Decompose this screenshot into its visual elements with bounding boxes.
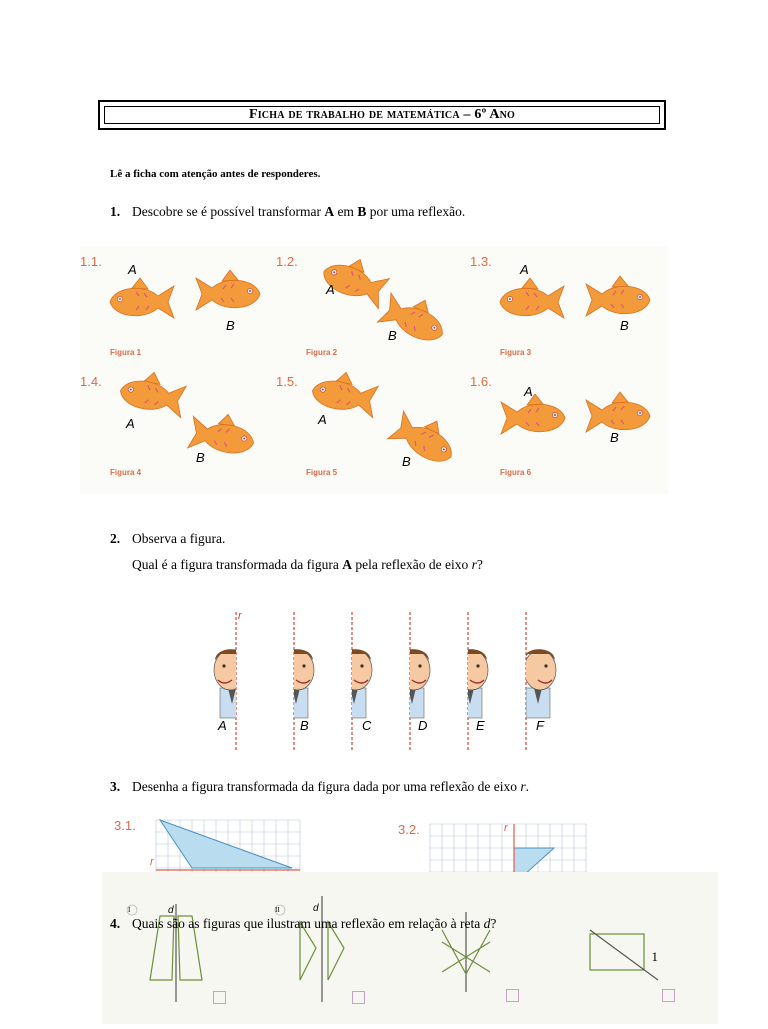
figure-letter: B [388,328,397,343]
instruction: Lê a ficha com atenção antes de responderes. [110,168,321,180]
marker: I [128,906,131,914]
fish-pair-2 [318,249,452,349]
question-4: 4. Quais são as figuras que ilustram uma reflexão em relação à reta d? [110,916,497,931]
answer-checkbox-1[interactable] [213,991,226,1004]
figure-caption: Figura 4 [110,468,142,477]
question-number: 1. [110,204,121,219]
fish-panel [80,246,668,494]
question-number: 2. [110,531,121,546]
answer-checkbox-2[interactable] [352,991,365,1004]
figure-letter: B [226,318,235,333]
item-label: 1.4. [80,374,102,389]
reflection-figures [102,872,718,1024]
title-box [98,100,666,130]
item-label: 1.1. [80,254,102,269]
axis-label: r [504,822,508,834]
axis-label: r [238,610,242,622]
figure-caption: Figura 2 [306,348,338,357]
face-letter: D [418,718,428,733]
figure-iv [590,930,658,980]
figure-ii [275,896,344,1002]
question-number: 4. [110,916,121,931]
face-f [524,649,556,718]
item-label: 1.6. [470,374,492,389]
face-b [282,649,314,718]
item-label: 3.1. [114,818,136,833]
figure-letter: B [620,318,629,333]
question-2-line-2: Qual é a figura transformada da figura A pela reflexão de eixo r? [132,557,483,572]
figure-caption: Figura 6 [500,468,532,477]
figure-letter: A [520,262,529,277]
page-number: 1 [651,949,658,964]
figure-letter: A [126,416,135,431]
question-number: 3. [110,779,121,794]
face-letter: C [362,718,372,733]
figure-letter: A [524,384,533,399]
fish-pair-3 [500,276,650,318]
item-label: 1.2. [276,254,298,269]
face-letter: A [218,718,227,733]
answer-checkbox-3[interactable] [506,989,519,1002]
faces-figure [200,608,560,753]
item-label: 1.5. [276,374,298,389]
figure-letter: B [196,450,205,465]
face-letter: B [300,718,309,733]
figure-letter: A [318,412,327,427]
question-4-figures [102,872,718,1024]
faces-illustration [200,608,560,753]
axis-label: r [150,856,154,868]
fish-pair-1 [110,270,260,318]
face-d [398,649,430,718]
question-3: 3. Desenha a figura transformada da figura dada por uma reflexão de eixo r. [110,779,529,794]
answer-checkbox-4[interactable] [662,989,675,1002]
figure-letter: B [402,454,411,469]
page-title: Ficha de trabalho de matemática – 6º Ano [104,106,660,124]
fish-pair-5 [310,367,463,471]
figure-letter: A [326,282,335,297]
item-label: 3.2. [398,822,420,837]
face-e [456,649,488,718]
axis-label: d [313,903,319,914]
fish-pair-4 [118,367,258,459]
figure-caption: Figura 1 [110,348,142,357]
question-1: 1. Descobre se é possível transformar A em B por uma reflexão. [110,204,466,219]
figure-caption: Figura 5 [306,468,338,477]
face-letter: F [536,718,544,733]
fish-illustration [80,246,668,494]
face-letter: E [476,718,485,733]
figure-letter: A [128,262,137,277]
marker: II [275,906,280,914]
axis-label: d [168,905,174,916]
question-2: 2. Observa a figura. [110,531,226,546]
face-a [214,649,246,718]
figure-letter: B [610,430,619,445]
face-c [340,649,372,718]
figure-caption: Figura 3 [500,348,532,357]
item-label: 1.3. [470,254,492,269]
